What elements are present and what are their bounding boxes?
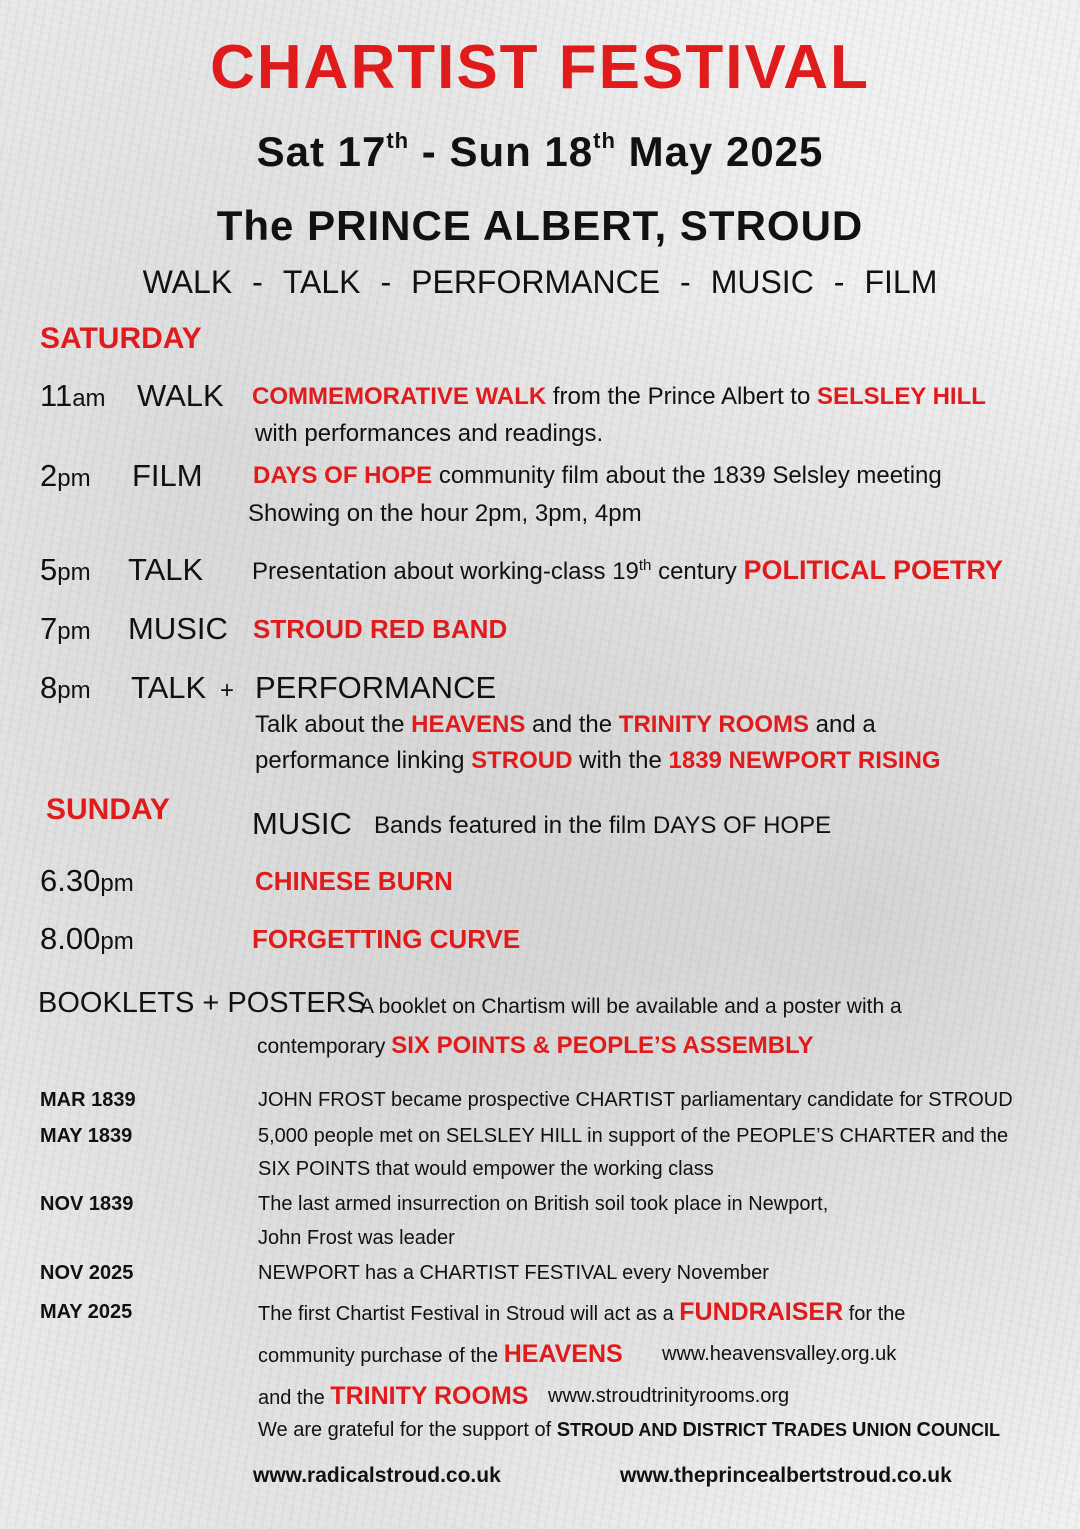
- sun-suffix: th: [593, 128, 616, 153]
- walk-time: [40, 378, 106, 414]
- timeline-text: The last armed insurrection on British soil took place in Newport,: [258, 1193, 829, 1215]
- perf-desc-line1: [255, 711, 876, 739]
- film-title: DAYS OF HOPE: [253, 462, 433, 489]
- text: and a: [809, 711, 876, 738]
- cap: U: [852, 1419, 867, 1441]
- booklets-heading: BOOKLETS + POSTERS: [38, 987, 366, 1019]
- six-points: SIX POINTS & PEOPLE’S ASSEMBLY: [391, 1032, 814, 1059]
- text: with the: [572, 747, 669, 774]
- fundraiser-line3: [258, 1382, 528, 1411]
- timeline-text-line2: SIX POINTS that would empower the working class: [258, 1158, 714, 1180]
- text: Talk about the: [255, 711, 412, 738]
- film-about: community film about the 1839 Selsley meeting: [432, 462, 942, 489]
- smallcaps: NION: [866, 1420, 917, 1440]
- heavens: HEAVENS: [411, 711, 526, 738]
- time-ampm: pm: [57, 465, 91, 492]
- festival-dates: [0, 128, 1080, 176]
- smallcaps: TROUD AND: [570, 1420, 683, 1440]
- venue: [0, 202, 1080, 250]
- time-ampm: pm: [57, 618, 91, 645]
- perf-kind: TALK: [131, 670, 207, 705]
- booklets-desc-line2: [257, 1032, 814, 1060]
- strap-walk: WALK: [142, 264, 233, 300]
- band1-time: [40, 863, 134, 899]
- timeline-text: 5,000 people met on SELSLEY HILL in support of the PEOPLE’S CHARTER and the: [258, 1125, 1009, 1147]
- sun-date: Sun 18: [449, 128, 594, 175]
- heavens: HEAVENS: [503, 1340, 623, 1368]
- time-value: 6.30: [40, 863, 101, 898]
- text: contemporary: [257, 1035, 392, 1058]
- smallcaps: OUNCIL: [930, 1420, 1000, 1440]
- date-separator: -: [409, 128, 450, 175]
- strap-sep: -: [252, 264, 263, 300]
- timeline-text-line2: John Frost was leader: [258, 1227, 455, 1249]
- time-value: 8.00: [40, 921, 101, 956]
- walk-title: COMMEMORATIVE WALK: [252, 383, 547, 410]
- strap-film: FILM: [864, 264, 938, 300]
- time-ampm: pm: [100, 870, 134, 897]
- music-kind: MUSIC: [128, 611, 228, 646]
- time-value: 8: [40, 670, 58, 705]
- strap-sep: -: [380, 264, 392, 300]
- text: and the: [525, 711, 619, 738]
- talk-kind: TALK: [128, 552, 204, 587]
- newport-rising: 1839 NEWPORT RISING: [668, 747, 941, 774]
- band1-name: CHINESE BURN: [255, 866, 453, 896]
- music-band: STROUD RED BAND: [253, 614, 508, 644]
- strap-music: MUSIC: [710, 264, 814, 300]
- music-time: [40, 611, 91, 647]
- cap: C: [916, 1419, 931, 1441]
- princealbert-url[interactable]: www.theprincealbertstroud.co.uk: [620, 1464, 952, 1487]
- perf-heading: PERFORMANCE: [255, 670, 497, 705]
- walk-route: from the Prince Albert to: [546, 383, 817, 410]
- perf-plus: +: [220, 677, 235, 704]
- text: for the: [843, 1303, 906, 1325]
- fundraiser-line2: [258, 1340, 623, 1369]
- timeline-date: MAY 2025: [40, 1301, 133, 1323]
- saturday-heading: SATURDAY: [40, 322, 202, 355]
- timeline-date: MAR 1839: [40, 1089, 136, 1111]
- trinity-url[interactable]: www.stroudtrinityrooms.org: [548, 1385, 790, 1407]
- perf-time: [40, 670, 91, 706]
- strap-sep: -: [833, 264, 845, 300]
- talk-text2: century: [651, 558, 744, 585]
- film-kind: FILM: [132, 458, 203, 493]
- timeline-text: [258, 1298, 905, 1327]
- talk-topic: POLITICAL POETRY: [743, 555, 1003, 585]
- support-line: [258, 1419, 1000, 1442]
- band2-time: [40, 921, 134, 957]
- time-value: 2: [40, 458, 58, 493]
- talk-text: Presentation about working-class 19: [252, 558, 639, 585]
- stroud: STROUD: [471, 747, 573, 774]
- timeline-date: NOV 2025: [40, 1262, 134, 1284]
- timeline-date: MAY 1839: [40, 1125, 133, 1147]
- time-value: 7: [40, 611, 58, 646]
- text: community purchase of the: [258, 1345, 504, 1367]
- trades-council: [557, 1420, 1000, 1440]
- strap-sep: -: [680, 264, 691, 300]
- time-ampm: pm: [100, 928, 134, 955]
- sat-date: Sat 17: [256, 128, 387, 175]
- text: We are grateful for the support of: [258, 1419, 557, 1441]
- strap-performance: PERFORMANCE: [411, 264, 661, 300]
- timeline-text: NEWPORT has a CHARTIST FESTIVAL every November: [258, 1262, 769, 1284]
- walk-desc: [252, 383, 986, 411]
- film-desc-line2: Showing on the hour 2pm, 3pm, 4pm: [248, 500, 642, 527]
- month-year: May 2025: [615, 128, 824, 175]
- band2-name: FORGETTING CURVE: [252, 924, 521, 954]
- text: The first Chartist Festival in Stroud will act as a: [258, 1303, 680, 1325]
- booklets-desc: A booklet on Chartism will be available and a poster with a: [360, 995, 902, 1018]
- cap: S: [556, 1419, 571, 1441]
- time-value: 11: [40, 378, 73, 413]
- cap: T: [771, 1419, 785, 1441]
- venue-name: PRINCE ALBERT, STROUD: [307, 202, 864, 249]
- fundraiser: FUNDRAISER: [679, 1298, 844, 1326]
- text: performance linking: [255, 747, 472, 774]
- heavens-url[interactable]: www.heavensvalley.org.uk: [662, 1343, 897, 1365]
- text: and the: [258, 1387, 331, 1409]
- timeline-date: NOV 1839: [40, 1193, 134, 1215]
- walk-destination: SELSLEY HILL: [817, 383, 986, 410]
- smallcaps: RADES: [784, 1420, 853, 1440]
- time-ampm: pm: [57, 559, 91, 586]
- sat-suffix: th: [386, 128, 410, 153]
- film-time: [40, 458, 91, 494]
- talk-time: [40, 552, 91, 588]
- radicalstroud-url[interactable]: www.radicalstroud.co.uk: [253, 1464, 501, 1487]
- trinity-rooms: TRINITY ROOMS: [330, 1382, 529, 1410]
- perf-desc-line2: [255, 747, 941, 775]
- talk-desc: [252, 555, 1003, 586]
- talk-suffix: th: [638, 557, 652, 574]
- time-ampm: pm: [57, 677, 91, 704]
- time-ampm: am: [72, 385, 106, 412]
- walk-desc-line2: with performances and readings.: [255, 420, 604, 447]
- strapline: [0, 264, 1080, 301]
- trinity-rooms: TRINITY ROOMS: [618, 711, 810, 738]
- time-value: 5: [40, 552, 58, 587]
- film-desc: [253, 462, 942, 490]
- festival-title: CHARTIST FESTIVAL: [210, 33, 870, 102]
- cap: D: [682, 1419, 697, 1441]
- strap-talk: TALK: [282, 264, 361, 300]
- walk-kind: WALK: [137, 378, 224, 413]
- smallcaps: ISTRICT: [696, 1420, 772, 1440]
- sunday-music-kind: MUSIC: [252, 806, 352, 841]
- sunday-music-desc: Bands featured in the film DAYS OF HOPE: [374, 812, 832, 839]
- timeline-text: JOHN FROST became prospective CHARTIST parliamentary candidate for STROUD: [258, 1089, 1013, 1111]
- venue-prefix: The: [216, 202, 308, 249]
- sunday-heading: SUNDAY: [46, 793, 170, 826]
